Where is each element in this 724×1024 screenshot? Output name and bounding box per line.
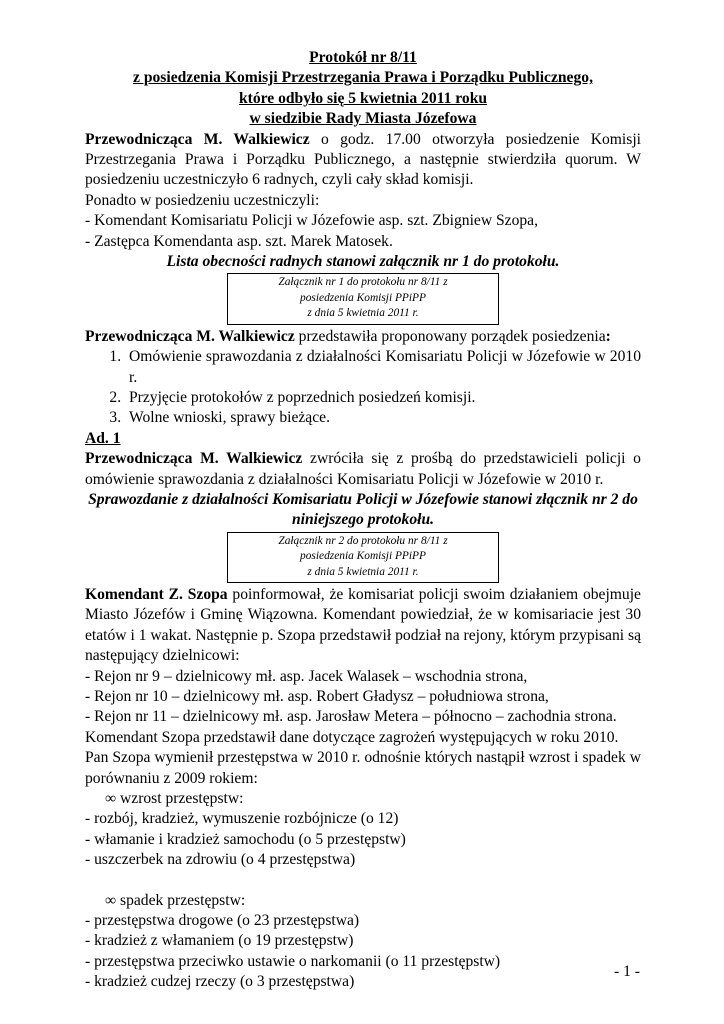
agenda-item-2: 2. Przyjęcie protokołów z poprzednich posiedzeń komisji. [125, 388, 641, 408]
title-line-2: z posiedzenia Komisji Przestrzegania Prawa i Porządku Publicznego, [133, 69, 593, 87]
agenda-item-1: 1. Omówienie sprawozdania z działalności Komisariatu Policji w Józefowie w 2010 r. [125, 347, 641, 388]
increase-heading: ∞ wzrost przestępstw: [105, 790, 244, 808]
threats-line: Komendant Szopa przedstawił dane dotyczące zagrożeń występujących w roku 2010. [85, 728, 619, 746]
decrease-item-3: - przestępstwa przeciwko ustawie o narkomanii (o 11 przestępstw) [85, 952, 501, 970]
decrease-item-1: - przestępstwa drogowe (o 23 przestępstwa) [85, 912, 360, 930]
title-line-4: w siedzibie Rady Miasta Józefowa [249, 110, 477, 128]
komendant-text: poinformował, że komisariat policji swoim działaniem obejmuje Miasto Józefów i Gminę Wiązowna. Komendant powiedział, że w komisariacie jest 30 etatów i 1 wakat. Następnie p. Szopa przedstawił podział na rejony, którym przypisani są następujący dzielnicowi: [85, 585, 641, 665]
title-line-1: Protokół nr 8/11 [309, 49, 417, 66]
agenda-text: przedstawiła proponowany porządek posiedzenia [294, 327, 606, 345]
increase-item-1: - rozbój, kradzież, wymuszenie rozbójnicze (o 12) [85, 810, 399, 828]
title-line-3: które odbyło się 5 kwietnia 2011 roku [238, 89, 488, 107]
attachment-2-box [227, 532, 499, 583]
intro-text: o godz. 17.00 otworzyła posiedzenie Komisji Przestrzegania Prawa i Porządku Publicznego, a następnie stwierdziła quorum. W posiedzeniu uczestniczyło 6 radnych, czyli cały skład komisji. [85, 130, 641, 189]
agenda-speaker: Przewodnicząca M. Walkiewicz [85, 327, 295, 345]
decrease-heading: ∞ spadek przestępstw: [105, 891, 246, 909]
increase-item-2: - włamanie i kradzież samochodu (o 5 przestępstw) [85, 830, 406, 848]
intro-speaker: Przewodnicząca M. Walkiewicz [85, 130, 310, 148]
attachment-1-box [227, 273, 499, 324]
agenda-intro [85, 327, 641, 347]
agenda-colon: : [605, 327, 611, 345]
ad-1-text: zwróciła się z prośbą do przedstawicieli policji o omówienie sprawozdania z działalności Komisariatu Policji w Józefowie w 2010 r. [85, 450, 641, 488]
agenda-list [85, 347, 641, 429]
crimes-intro: Pan Szopa wymienił przestępstwa w 2010 r. odnośnie których nastąpił wzrost i spadek w porównaniu z 2009 rokiem: [85, 749, 641, 787]
attachment-2-line-1: Załącznik nr 2 do protokołu nr 8/11 z [278, 534, 448, 547]
participant-2: - Zastępca Komendanta asp. szt. Marek Matosek. [85, 232, 393, 250]
attachment-2-line-3: z dnia 5 kwietnia 2011 r. [307, 565, 419, 578]
increase-item-3: - uszczerbek na zdrowiu (o 4 przestępstwa) [85, 851, 356, 869]
document-body [85, 48, 641, 993]
spacer [85, 871, 641, 891]
rejon-10: - Rejon nr 10 – dzielnicowy mł. asp. Robert Gładysz – południowa strona, [85, 688, 549, 705]
participant-1: - Komendant Komisariatu Policji w Józefowie asp. szt. Zbigniew Szopa, [85, 212, 538, 230]
agenda-item-3: 3. Wolne wnioski, sprawy bieżące. [125, 408, 641, 428]
rejon-9: - Rejon nr 9 – dzielnicowy mł. asp. Jacek Walasek – wschodnia strona, [85, 667, 528, 685]
decrease-item-4: - kradzież cudzej rzeczy (o 3 przestępstwa) [85, 973, 355, 991]
komendant-speaker: Komendant Z. Szopa [85, 585, 228, 603]
attachment-2-line-2: posiedzenia Komisji PPiPP [300, 550, 426, 563]
attachment-1-line-1: Załącznik nr 1 do protokołu nr 8/11 z [278, 276, 448, 289]
intro-paragraph [85, 130, 641, 191]
participants-intro: Ponadto w posiedzeniu uczestniczyli: [85, 191, 320, 209]
page-number: - 1 - [614, 963, 640, 980]
decrease-item-2: - kradzież z włamaniem (o 19 przestępstw) [85, 932, 354, 950]
ad-1-heading: Ad. 1 [85, 429, 121, 447]
ad-1-paragraph [85, 449, 641, 490]
attachment-1-line-3: z dnia 5 kwietnia 2011 r. [307, 307, 419, 320]
attendance-note: Lista obecności radnych stanowi załącznik nr 1 do protokołu. [166, 253, 560, 271]
ad-1-speaker: Przewodnicząca M. Walkiewicz [85, 450, 303, 468]
komendant-paragraph [85, 585, 641, 667]
attachment-1-line-2: posiedzenia Komisji PPiPP [300, 291, 426, 304]
report-note: Sprawozdanie z działalności Komisariatu Policji w Józefowie stanowi złącznik nr 2 do niniejszego protokołu. [88, 490, 638, 529]
rejon-11: - Rejon nr 11 – dzielnicowy mł. asp. Jarosław Metera – północno – zachodnia strona. [85, 708, 617, 726]
